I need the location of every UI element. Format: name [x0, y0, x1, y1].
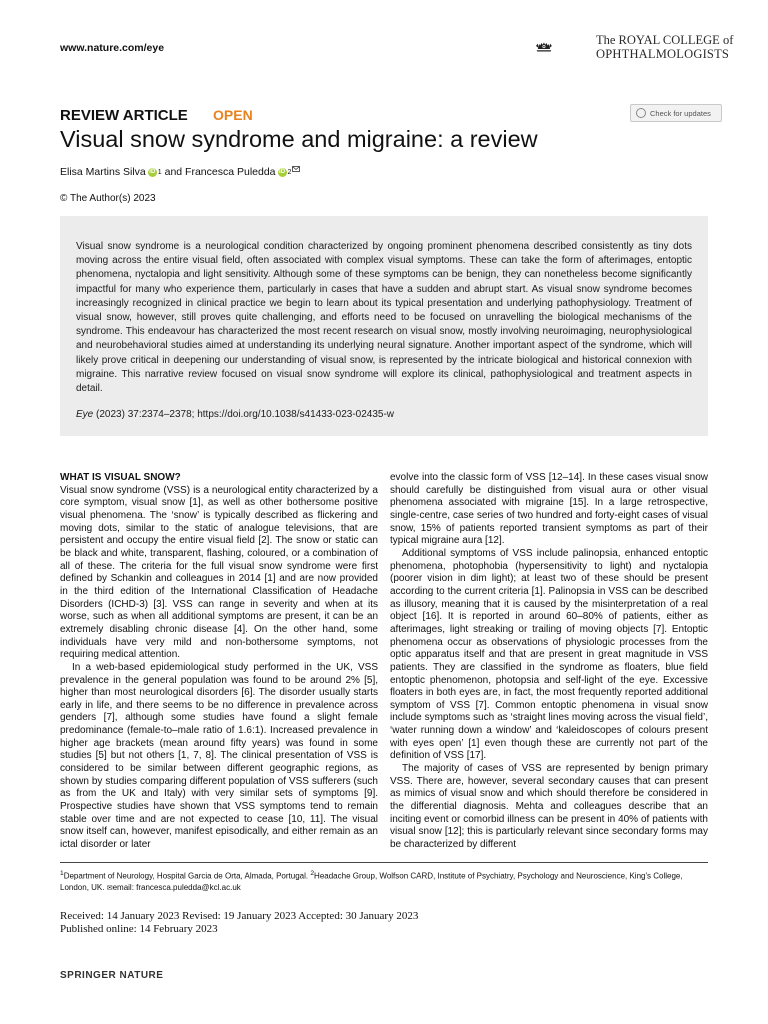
- author-name-2[interactable]: Francesca Puledda: [185, 166, 276, 178]
- citation-line: [76, 408, 692, 422]
- corresponding-email[interactable]: email: francesca.puledda@kcl.ac.uk: [112, 882, 241, 892]
- body-paragraph: Visual snow syndrome (VSS) is a neurological entity characterized by a core symptom, visual snow [1], as well as other bothersome positive visual phenomena. The ‘snow’ is typically described as flickering and moving dots, similar to the static of analogue televisions, that are persistent and occupy the entire visual field [2]. The snow or static can be black and white, transparent, flashing, coloured, or a combination of all of these. The criteria for the full visual snow syndrome were first defined by Schankin and colleagues in 2014 [1] and are now provided in the third edition of the International Classification of Headache Disorders (ICHD-3) [3]. VSS can range in severity and when at its worse, such as when all additional symptoms are present, it can be an extremely disabling chronic disease [4]. On the other hand, some individuals have very mild and non-bothersome symptoms, not requiring medical attention.: [60, 484, 378, 661]
- royal-college-crest-icon: [536, 26, 594, 66]
- orcid-icon[interactable]: iD: [279, 168, 286, 175]
- affiliation-marker-1: 1: [157, 168, 162, 176]
- article-title: Visual snow syndrome and migraine: a review: [60, 126, 538, 152]
- orcid-icon[interactable]: iD: [149, 168, 156, 175]
- footnote-divider: [60, 862, 708, 863]
- left-column: [60, 472, 378, 852]
- springer-nature-logo: SPRINGER NATURE: [60, 970, 164, 981]
- body-paragraph: The majority of cases of VSS are represented by benign primary VSS. There are, however, several secondary causes that can present as mimics of visual snow and which should therefore be considered in the differential diagnosis. Mehta and colleagues describe that an inciting event or comorbid illness can be present in 40% of patients with visual snow [12]; this is particularly relevant since secondary forms may be characterized by different: [390, 763, 708, 851]
- author-list: [60, 166, 300, 178]
- affiliation-2: Headache Group, Wolfson CARD, Institute of Psychiatry, Psychology and Neuroscience, King's College, London, UK.: [60, 871, 683, 892]
- abstract-text: Visual snow syndrome is a neurological condition characterized by ongoing prominent phenomena described consistently as tiny dots moving across the entire visual field, often associated with complex visual symptoms. These can take the form of afterimages, entoptic phenomena, nyctalopia and light sensitivity. Although some of these symptoms can be benign, they can nonetheless become significantly impactful for many who experience them, particularly in cases that have a sudden and abrupt start. As visual snow syndrome becomes increasingly recognized in clinical practice we begin to learn about its typical presentation and underlying pathophysiology. Treatment of visual snow, however, still proves quite challenging, and efforts need to be focused on unravelling the biological mechanisms of the syndrome. This endeavour has characterized the most recent research on visual snow, mostly involving neuroimaging, neurophysiological and neurobehavioral studies aimed at understanding its underlying neural signature. Another important aspect of the syndrome, which will likely prove critical in deepening our understanding of visual snow, is represented by the intricate biological and historical connexion with migraine. This narrative review focused on visual snow syndrome will explore its clinical, pathophysiological and treatment aspects in detail.: [76, 241, 692, 395]
- right-column: [390, 472, 708, 852]
- publisher-name-line1: The ROYAL COLLEGE of: [596, 33, 734, 47]
- journal-name: Eye: [76, 409, 94, 421]
- open-access-badge: OPEN: [213, 107, 253, 123]
- envelope-icon[interactable]: [292, 166, 300, 172]
- author-name-1[interactable]: Elisa Martins Silva: [60, 166, 146, 178]
- body-paragraph: In a web-based epidemiological study performed in the UK, VSS prevalence in the general population was found to be around 2% [5], higher than most neurological disorders [6]. The disorder usually starts early in life, and there seems to be no difference in prevalence across genders [7], although some studies have found a slight female predominance (female-to–male ratio of 1.6:1). Increased prevalence in higher age brackets (mean around fifty years) was found in some studies [5] but not others [1, 7, 8]. The clinical presentation of VSS is considered to be similar between different geographic regions, as shown by studies comparing different population of VSS sufferers (such as from the UK and Italy) with very similar sets of symptoms [9]. Prospective studies have shown that VSS symptoms tend to remain stable over time and are not expected to cease [10, 11]. The visual snow itself can, however, manifest episodically, and either remain as an ictal disorder or later: [60, 661, 378, 851]
- section-heading: WHAT IS VISUAL SNOW?: [60, 472, 181, 483]
- check-for-updates-button[interactable]: [630, 104, 722, 122]
- received-dates: Received: 14 January 2023 Revised: 19 January 2023 Accepted: 30 January 2023: [60, 910, 419, 922]
- author-connector: and: [161, 166, 186, 178]
- journal-url[interactable]: www.nature.com/eye: [60, 42, 165, 54]
- check-for-updates-label: Check for updates: [650, 108, 711, 118]
- email-icon: ✉: [106, 884, 113, 892]
- published-date: Published online: 14 February 2023: [60, 923, 218, 935]
- body-paragraph: evolve into the classic form of VSS [12–14]. In these cases visual snow should carefully be distinguished from visual aura or other visual phenomena associated with migraine [15]. In a large retrospective, single-centre, case series of two hundred and forty-eight cases of visual snow, 15% of patients reported transient symptoms as part of their typical migraine aura [12].: [390, 472, 708, 547]
- citation-details[interactable]: (2023) 37:2374–2378; https://doi.org/10.1038/s41433-023-02435-w: [93, 409, 395, 421]
- copyright-notice: © The Author(s) 2023: [60, 193, 156, 204]
- affiliations-footnote: $^1$Department of Neurology, Hospital Garcia de Orta, Almada, Portugal. $^2$Headache Group, Wolfson CARD, Institute of Psychiatry, Psychology and Neuroscience, King's College, London, UK. ✉email: francesca.puledda@kcl.ac.uk: [60, 870, 683, 892]
- publication-dates: [60, 910, 418, 936]
- affiliation-marker-2: 2: [287, 168, 292, 176]
- affiliation-1: Department of Neurology, Hospital Garcia de Orta, Almada, Portugal.: [63, 871, 311, 881]
- body-paragraph: Additional symptoms of VSS include palinopsia, enhanced entoptic phenomena, photophobia (hypersensitivity to light) and nyctalopia (poorer vision in dim light); at least two of these should be present according to the current criteria [1]. Palinopsia in VSS can be described as illusory, meaning that it is caused by the misinterpretation of a real object [16]. It is reported in around 60–80% of patients, either as afterimages, light streaking or trailing of moving objects [7]. Entoptic phenomena occur as observations of physiologic processes from the optic apparatus itself and that are present in great magnitude in VSS patients. They are classified in the syndrome as floaters, blue field entoptic phenomenon, photopsia and self-light of the eye. Excessive floaters in both eyes are, in fact, the most frequently reported additional symptom of VSS [7]. Common entoptic phenomena in visual snow include symptoms such as ‘straight lines moving across the visual field’, ‘water running down a window’ and ‘kaleidoscopes of colours present with eyes open’ [1] even though these are currently not part of the definition of VSS [17].: [390, 547, 708, 762]
- refresh-icon: [636, 108, 646, 118]
- publisher-name-line2: OPHTHALMOLOGISTS: [596, 47, 730, 61]
- abstract-box: [60, 216, 708, 436]
- article-type-label: REVIEW ARTICLE: [60, 107, 188, 124]
